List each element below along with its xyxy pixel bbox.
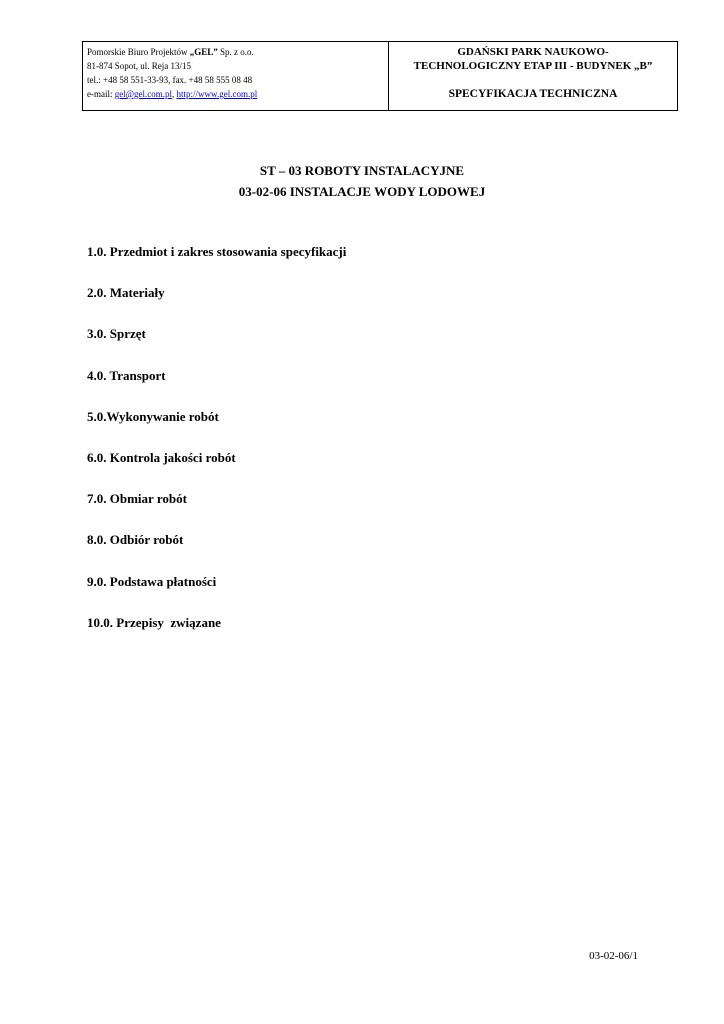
company-info xyxy=(83,42,389,110)
company-phone: tel.: +48 58 551-33-93, fax. +48 58 555 08 48 xyxy=(87,75,253,85)
company-line-prefix: Pomorskie Biuro Projektów xyxy=(87,47,190,57)
project-title-line2: TECHNOLOGICZNY ETAP III - BUDYNEK „B” xyxy=(413,60,653,72)
company-name-line xyxy=(87,45,388,59)
header-table xyxy=(82,41,678,111)
page-number: 03-02-06/1 xyxy=(589,950,638,962)
document-title-line2: 03-02-06 INSTALACJE WODY LODOWEJ xyxy=(238,184,486,199)
company-address: 81-874 Sopot, ul. Reja 13/15 xyxy=(87,61,191,71)
toc-item: 6.0. Kontrola jakości robót xyxy=(87,449,236,465)
project-title-line1: GDAŃSKI PARK NAUKOWO- xyxy=(457,46,609,58)
website-link[interactable]: http://www.gel.com.pl xyxy=(176,89,258,99)
toc-item: 2.0. Materiały xyxy=(87,285,165,301)
project-info xyxy=(389,42,677,110)
email-prefix: e-mail: xyxy=(87,89,115,99)
contact-separator: , xyxy=(172,89,177,99)
toc-item: 5.0.Wykonywanie robót xyxy=(87,408,219,424)
spec-title: SPECYFIKACJA TECHNICZNA xyxy=(448,88,618,100)
toc-item: 7.0. Obmiar robót xyxy=(87,491,187,507)
toc-item: 4.0. Transport xyxy=(87,367,166,383)
toc-item: 1.0. Przedmiot i zakres stosowania specyfikacji xyxy=(87,244,347,259)
document-title xyxy=(0,160,724,202)
company-name: „GEL” xyxy=(189,47,218,57)
toc-item: 9.0. Podstawa płatności xyxy=(87,573,217,589)
company-line-suffix: Sp. z o.o. xyxy=(217,47,254,57)
toc-item: 3.0. Sprzęt xyxy=(87,326,146,342)
email-link[interactable]: gel@gel.com.pl xyxy=(114,89,173,99)
table-of-contents xyxy=(87,243,346,655)
toc-item: 8.0. Odbiór robót xyxy=(87,532,184,548)
document-title-line1: ST – 03 ROBOTY INSTALACYJNE xyxy=(259,163,465,178)
toc-item: 10.0. Przepisy związane xyxy=(87,614,221,630)
company-contact-line xyxy=(87,87,388,101)
